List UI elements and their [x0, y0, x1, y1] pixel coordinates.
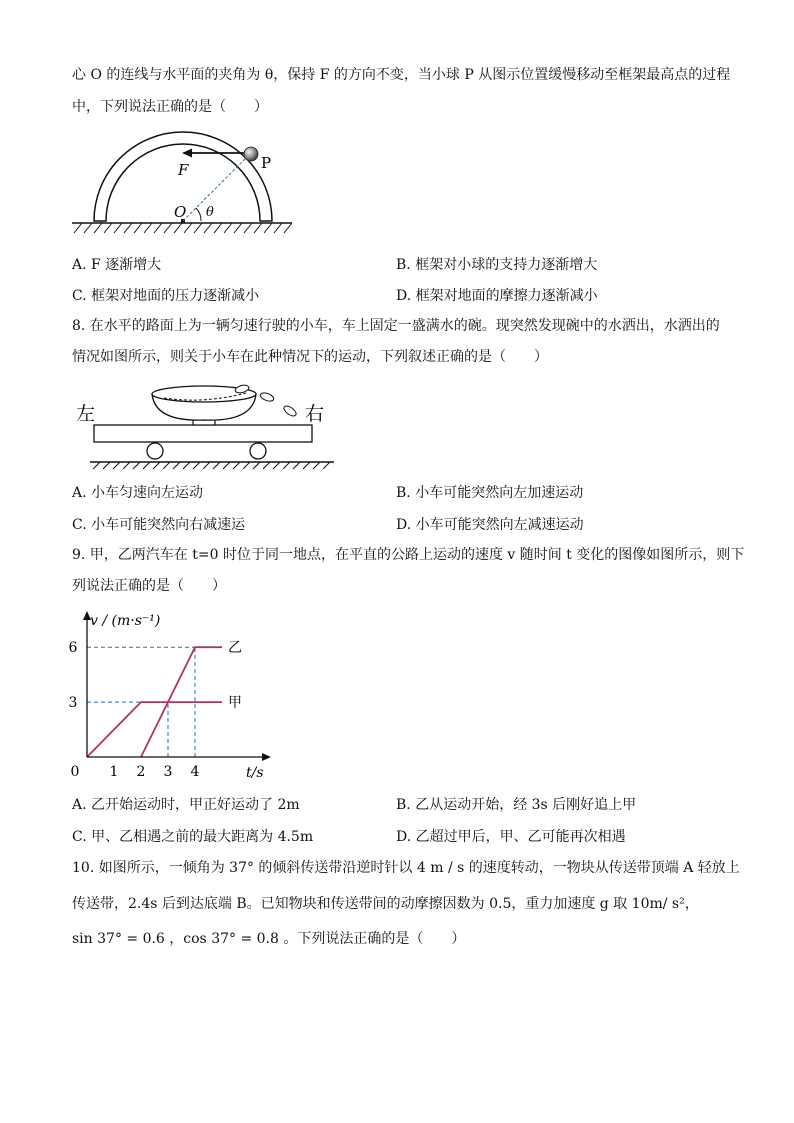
chart-series — [87, 647, 222, 757]
q9-option-d: D. 乙超过甲后，甲、乙可能再次相遇 — [396, 829, 626, 845]
q9-stem-line-2: 列说法正确的是（ ） — [72, 578, 226, 594]
chart-y-label: v / (m·s⁻¹) — [90, 613, 161, 629]
ground-hatch — [74, 223, 292, 233]
q10-stem-line-1: 10. 如图所示，一倾角为 37° 的倾斜传送带沿逆时针以 4 m / s 的速度转动，一物块从传送带顶端 A 轻放上 — [72, 860, 740, 876]
q9-option-a: A. 乙开始运动时，甲正好运动了 2m — [72, 797, 300, 813]
arrow-head-icon — [182, 149, 192, 158]
q7-option-a: A. F 逐渐增大 — [72, 257, 162, 273]
chart-x-label: t/s — [246, 765, 264, 781]
q8-option-a: A. 小车匀速向左运动 — [72, 485, 204, 501]
y-tick-label: 6 — [68, 640, 78, 657]
y-tick-label: 3 — [68, 695, 78, 712]
x-tick-label: 0 — [70, 764, 80, 780]
q8-stem-line-2: 情况如图所示，则关于小车在此种情况下的运动，下列叙述正确的是（ ） — [72, 349, 548, 365]
q8-option-d: D. 小车可能突然向左减速运动 — [396, 517, 584, 533]
x-tick-label: 4 — [190, 764, 200, 780]
q9-stem-line-1: 9. 甲，乙两汽车在 t=0 时位于同一地点，在平直的公路上运动的速度 v 随时间 t 变化的图像如图所示，则下 — [72, 547, 745, 563]
x-tick-label: 2 — [136, 764, 146, 780]
theta-arc — [196, 208, 201, 221]
label-P: P — [261, 154, 272, 172]
q7-option-d: D. 框架对地面的摩擦力逐渐减小 — [396, 288, 598, 304]
q8-figure — [72, 378, 342, 470]
chart-labels — [69, 640, 242, 780]
q10-stem-line-3: sin 37° = 0.6 ，cos 37° = 0.8 。下列说法正确的是（ ） — [72, 931, 466, 947]
q7-option-b: B. 框架对小球的支持力逐渐增大 — [396, 257, 598, 273]
q8-stem-line-1: 8. 在水平的路面上为一辆匀速行驶的小车，车上固定一盛满水的碗。现突然发现碗中的水洒出，水洒出的 — [72, 318, 720, 334]
water-drop — [282, 404, 297, 418]
q9-option-c: C. 甲、乙相遇之前的最大距离为 4.5m — [72, 829, 314, 845]
chart-axes — [83, 611, 271, 761]
series-label: 乙 — [228, 640, 242, 657]
q10-stem-line-2: 传送带，2.4s 后到达底端 B。已知物块和传送带间的动摩擦因数为 0.5，重力加速度 g 取 10m/ s²， — [72, 896, 699, 912]
label-F: F — [178, 161, 189, 179]
q9-vt-chart — [60, 605, 290, 785]
label-theta: θ — [206, 205, 214, 220]
water-drop — [259, 391, 275, 402]
q9-option-b: B. 乙从运动开始，经 3s 后刚好追上甲 — [396, 797, 637, 813]
q8-option-c: C. 小车可能突然向右减速运 — [72, 517, 246, 533]
q7-stem-line-1: 心 O 的连线与水平面的夹角为 θ，保持 F 的方向不变，当小球 P 从图示位置缓慢移动至框架最高点的过程 — [72, 67, 731, 83]
label-left: 左 — [76, 403, 96, 425]
cart-body — [94, 425, 312, 442]
label-right: 右 — [305, 403, 325, 425]
q7-figure — [60, 130, 300, 242]
series-label: 甲 — [228, 695, 242, 712]
wheel-left — [147, 443, 163, 459]
q7-stem-line-2: 中，下列说法正确的是（ ） — [72, 99, 268, 115]
wheel-right — [250, 443, 266, 459]
ball-p — [244, 147, 258, 161]
x-axis-arrow-icon — [262, 753, 271, 761]
q7-option-c: C. 框架对地面的压力逐渐减小 — [72, 288, 260, 304]
ground-hatch — [93, 462, 330, 469]
x-tick-label: 1 — [109, 764, 119, 780]
q8-option-b: B. 小车可能突然向左加速运动 — [396, 485, 584, 501]
label-O: O — [174, 203, 187, 221]
x-tick-label: 3 — [163, 764, 173, 780]
